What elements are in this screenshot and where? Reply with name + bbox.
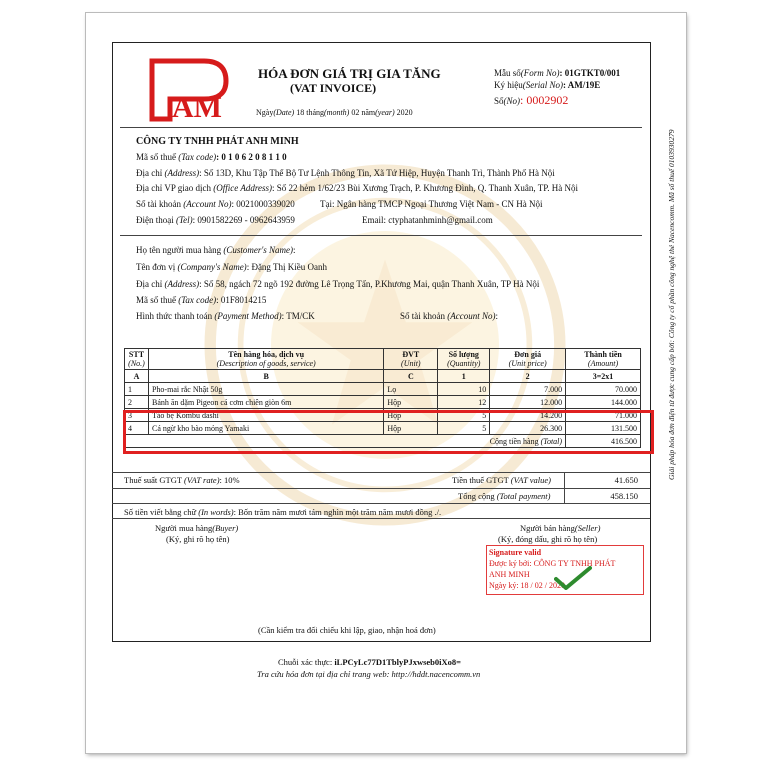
header-no-vn: STT <box>128 350 145 359</box>
seller-office <box>136 183 578 193</box>
total-label-vn: Cộng tiền hàng <box>489 436 539 446</box>
seller-signature-title <box>520 523 600 533</box>
invoice-title: HÓA ĐƠN GIÁ TRỊ GIA TĂNG <box>258 66 441 81</box>
header-no <box>125 349 149 370</box>
row-amount: 71.000 <box>566 409 641 422</box>
vat-rate-label: Thuế suất GTGT <box>124 475 182 485</box>
row-amount: 144.000 <box>566 396 641 409</box>
buyer-name-value: : <box>293 245 296 255</box>
check-note: (Cần kiểm tra đối chiếu khi lập, giao, nhận hoá đơn) <box>258 625 436 635</box>
row-no: 4 <box>125 422 149 435</box>
buyer-tax <box>136 295 266 305</box>
signed-date: Ngày ký: 18 / 02 / 2020 <box>489 581 565 590</box>
divider <box>120 127 642 128</box>
serial-label-en: (Serial No) <box>522 80 563 90</box>
date-label-en: (Date) <box>273 108 295 117</box>
seller-tax-label-en: (Tax code) <box>178 152 217 162</box>
buyer-company-label: Tên đơn vị <box>136 262 176 272</box>
buyer-company-value: : Đặng Thị Kiều Oanh <box>246 262 328 272</box>
seller-bank <box>320 199 543 209</box>
auth-code <box>278 657 461 667</box>
form-number-value: : 01GTKT0/001 <box>559 68 621 78</box>
buyer-address-label: Địa chỉ <box>136 279 163 289</box>
table-row <box>125 396 641 409</box>
row-unit: Lọ <box>384 383 438 396</box>
seller-email <box>362 215 493 225</box>
month-label-en: (month) <box>324 108 350 117</box>
seller-tax-label: Mã số thuế <box>136 152 176 162</box>
auth-code-label: Chuỗi xác thực: <box>278 657 335 667</box>
grand-total-label <box>458 491 550 501</box>
invoice-number-label-en: (No) <box>503 96 521 106</box>
header-qty-vn: Số lượng <box>448 350 479 359</box>
seller-signature-note: (Ký, đóng dấu, ghi rõ họ tên) <box>498 534 598 544</box>
row-no: 3 <box>125 409 149 422</box>
highlight-box <box>123 410 654 454</box>
buyer-tax-label-en: (Tax code) <box>178 295 217 305</box>
header-price <box>490 349 566 370</box>
invoice-subtitle: (VAT INVOICE) <box>290 81 377 95</box>
row-price: 7.000 <box>490 383 566 396</box>
code-cell: 1 <box>438 370 490 383</box>
table-row <box>125 383 641 396</box>
vat-label-vn: Tiền thuế GTGT <box>452 475 509 485</box>
header-qty-en: (Quantity) <box>447 359 481 368</box>
total-label-en: (Total) <box>540 436 563 446</box>
seller-address-label-en: (Address) <box>164 168 200 178</box>
invoice-date <box>256 108 413 117</box>
buyer-address <box>136 279 539 289</box>
seller-office-label: Địa chỉ VP giao dịch <box>136 183 211 193</box>
seller-email-label: Email: <box>362 215 386 225</box>
auth-code-value: iLPCyLc77D1TblyPJxwseb0iXo8= <box>334 657 461 667</box>
row-unit: Hộp <box>384 422 438 435</box>
seller-tel-value: : 0901582269 - 0962643959 <box>192 215 295 225</box>
divider <box>112 488 650 489</box>
buyer-sig-en: (Buyer) <box>212 523 239 533</box>
buyer-name <box>136 245 296 255</box>
row-price: 14.200 <box>490 409 566 422</box>
code-cell: B <box>148 370 383 383</box>
header-amount-en: (Amount) <box>587 359 619 368</box>
row-no: 1 <box>125 383 149 396</box>
seller-tax-value: : 0 1 0 6 2 0 8 1 1 0 <box>216 152 287 162</box>
seller-office-label-en: (Office Address) <box>213 183 272 193</box>
code-cell: 2 <box>490 370 566 383</box>
buyer-tax-label: Mã số thuế <box>136 295 176 305</box>
seller-address <box>136 168 555 178</box>
row-desc: Cá ngừ kho bào mỏng Yamaki <box>148 422 383 435</box>
invoice-number <box>494 93 568 108</box>
seller-tel-label-en: (Tel) <box>176 215 193 225</box>
header-desc-en: (Description of goods, service) <box>216 359 316 368</box>
vat-rate-value: : 10% <box>219 475 240 485</box>
header-qty <box>438 349 490 370</box>
year-label-en: (year) <box>375 108 395 117</box>
seller-email-value: ctyphatanhminh@gmail.com <box>386 215 493 225</box>
row-desc: Pho-mai rắc Nhật 50g <box>148 383 383 396</box>
row-price: 26.300 <box>490 422 566 435</box>
date-day: 18 <box>296 108 305 117</box>
header-price-en: (Unit price) <box>508 359 547 368</box>
seller-tel-label: Điện thoại <box>136 215 174 225</box>
grand-total-label-en: (Total payment) <box>496 491 551 501</box>
seller-name: CÔNG TY TNHH PHÁT ANH MINH <box>136 136 299 147</box>
row-no: 2 <box>125 396 149 409</box>
date-year: 2020 <box>396 108 413 117</box>
seller-account-value: : 0021000339020 <box>231 199 295 209</box>
month-label: tháng <box>306 108 324 117</box>
header-amount-vn: Thành tiền <box>584 350 622 359</box>
seller-sig-en: (Seller) <box>574 523 601 533</box>
seller-address-value: : Số 13D, Khu Tập Thể Bộ Tư Lệnh Thông Tin, Xã Tứ Hiệp, Huyện Thanh Trì, Thành Phố Hà Nội <box>199 168 555 178</box>
buyer-account-label: Số tài khoản <box>400 311 445 321</box>
divider <box>112 503 650 504</box>
words-label-en: (In words) <box>198 507 234 517</box>
form-number-label: Mẫu số <box>494 68 521 78</box>
row-desc: Bánh ăn dặm Pigeon cá cơm chiên giòn 6m <box>148 396 383 409</box>
buyer-account-value: : <box>495 311 498 321</box>
date-month: 02 <box>351 108 360 117</box>
buyer-payment-label: Hình thức thanh toán <box>136 311 213 321</box>
divider <box>112 472 650 473</box>
buyer-address-label-en: (Address) <box>164 279 200 289</box>
row-amount: 70.000 <box>566 383 641 396</box>
header-price-vn: Đơn giá <box>514 350 542 359</box>
table-code-row <box>125 370 641 383</box>
buyer-payment-label-en: (Payment Method) <box>214 311 282 321</box>
seller-office-value: : Số 22 hẻm 1/62/23 Bùi Xương Trạch, P. Khương Đình, Q. Thanh Xuân, TP. Hà Nội <box>272 183 578 193</box>
vat-value: 41.650 <box>614 475 638 485</box>
seller-bank-value: : Ngân hàng TMCP Ngoại Thương Việt Nam - CN Hà Nội <box>332 199 543 209</box>
signed-by-line2: ANH MINH <box>489 570 530 579</box>
row-qty: 5 <box>438 409 490 422</box>
seller-account-label: Số tài khoản <box>136 199 181 209</box>
row-desc: Tảo bẹ Kombu dashi <box>148 409 383 422</box>
checkmark-icon <box>554 566 592 590</box>
buyer-address-value: : Số 58, ngách 72 ngõ 192 đường Lê Trọng Tấn, P.Khương Mai, quận Thanh Xuân, TP Hà Nội <box>199 279 540 289</box>
side-text: Giải pháp hóa đơn điện tử được cung cấp bởi: Công ty cổ phần công nghệ thẻ Nacencomm. Mã số thuế 0103930279 <box>667 129 676 480</box>
buyer-payment-value: : TM/CK <box>281 311 315 321</box>
seller-account <box>136 199 295 209</box>
form-number <box>494 68 620 78</box>
words-value: : Bốn trăm năm mươi tám nghìn một trăm năm mươi đồng ./. <box>233 507 442 517</box>
row-qty: 5 <box>438 422 490 435</box>
header-desc-vn: Tên hàng hóa, dịch vụ <box>228 350 305 359</box>
buyer-company <box>136 262 327 272</box>
buyer-tax-value: : 01F8014215 <box>216 295 267 305</box>
invoice-number-value: : 0002902 <box>520 93 569 107</box>
vat-rate <box>124 475 240 485</box>
seller-sig-vn: Người bán hàng <box>520 523 575 533</box>
code-cell: A <box>125 370 149 383</box>
buyer-signature-title <box>155 523 238 533</box>
grand-total-value: 458.150 <box>610 491 638 501</box>
buyer-sig-vn: Người mua hàng <box>155 523 213 533</box>
date-label: Ngày <box>256 108 274 117</box>
total-value: 416.500 <box>566 435 641 448</box>
year-label: năm <box>361 108 376 117</box>
row-amount: 131.500 <box>566 422 641 435</box>
header-desc <box>148 349 383 370</box>
row-unit: Hộp <box>384 409 438 422</box>
logo-text: AM <box>172 91 222 123</box>
buyer-name-label-en: (Customer's Name) <box>223 245 294 255</box>
serial-label: Ký hiệu <box>494 80 523 90</box>
header-unit-en: (Unit) <box>401 359 421 368</box>
buyer-company-label-en: (Company's Name) <box>177 262 247 272</box>
form-number-label-en: (Form No) <box>520 68 560 78</box>
header-unit-vn: ĐVT <box>402 350 420 359</box>
header-unit <box>384 349 438 370</box>
vat-value-label <box>452 475 551 485</box>
column-divider <box>564 472 565 504</box>
side-provider-note <box>655 60 676 480</box>
invoice-number-label: Số <box>494 96 504 106</box>
seller-tax <box>136 152 287 162</box>
amount-in-words <box>124 507 441 517</box>
lookup-link[interactable]: Tra cứu hóa đơn tại địa chỉ trang web: http://hddt.nacencomm.vn <box>257 669 481 679</box>
row-qty: 12 <box>438 396 490 409</box>
row-price: 12.000 <box>490 396 566 409</box>
divider <box>112 518 650 519</box>
signature-valid-label: Signature valid <box>489 548 542 557</box>
vat-label-en: (VAT value) <box>510 475 552 485</box>
divider <box>120 235 642 236</box>
table-header-row <box>125 349 641 370</box>
vat-rate-label-en: (VAT rate) <box>184 475 220 485</box>
serial-value: : AM/19E <box>563 80 601 90</box>
code-cell: C <box>384 370 438 383</box>
header-no-en: (No.) <box>128 359 145 368</box>
row-qty: 10 <box>438 383 490 396</box>
seller-bank-label: Tại <box>320 199 332 209</box>
seller-address-label: Địa chỉ <box>136 168 163 178</box>
seller-account-label-en: (Account No) <box>183 199 232 209</box>
grand-total-label-vn: Tổng cộng <box>458 491 495 501</box>
signed-by-line1: Được ký bởi: CÔNG TY TNHH PHÁT <box>489 559 616 568</box>
code-cell: 3=2x1 <box>566 370 641 383</box>
words-label: Số tiền viết bằng chữ <box>124 507 197 517</box>
buyer-account <box>400 311 498 321</box>
buyer-signature-note: (Ký, ghi rõ họ tên) <box>166 534 230 544</box>
buyer-payment <box>136 311 315 321</box>
row-unit: Hộp <box>384 396 438 409</box>
buyer-name-label: Họ tên người mua hàng <box>136 245 222 255</box>
company-logo <box>148 57 230 123</box>
header-amount <box>566 349 641 370</box>
seller-tel <box>136 215 295 225</box>
buyer-account-label-en: (Account No) <box>447 311 496 321</box>
serial-number <box>494 80 600 90</box>
